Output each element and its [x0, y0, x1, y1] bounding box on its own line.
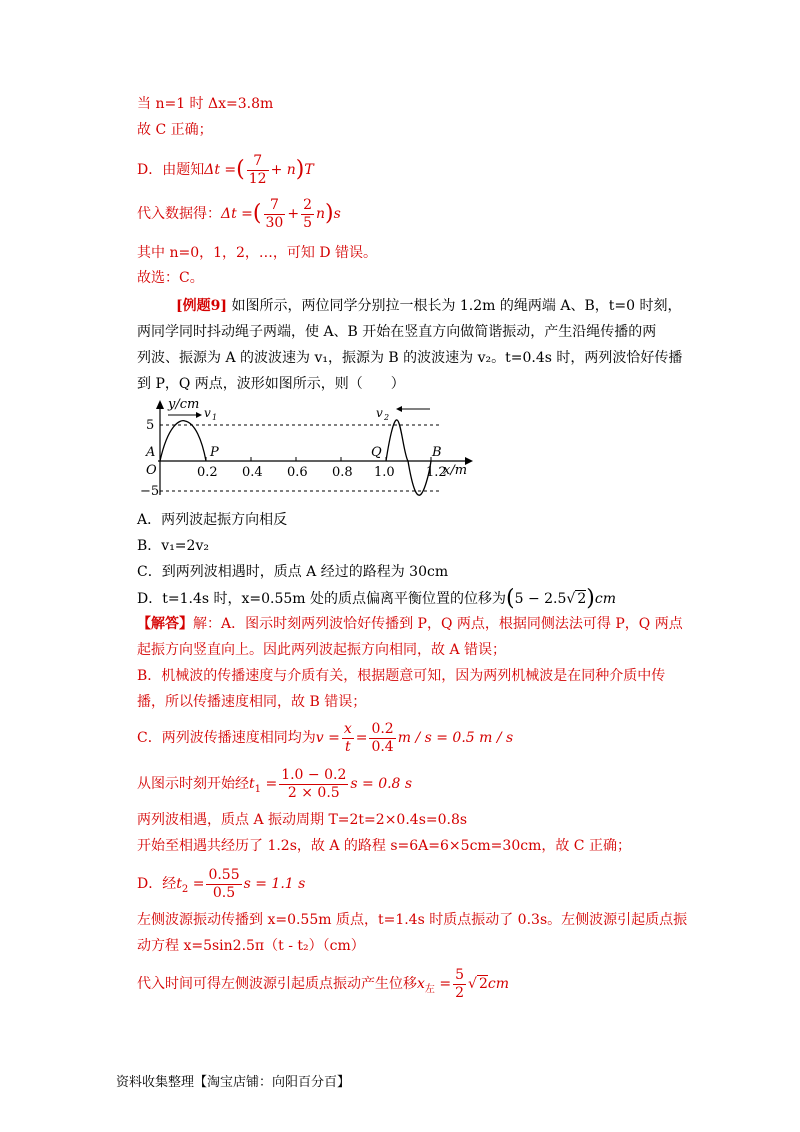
point-B-label: B — [432, 445, 442, 460]
point-A-label: A — [146, 445, 156, 460]
line-c-correct: 故 C 正确； — [137, 122, 213, 138]
answer-a-1: 【解答】解：A．图示时刻两列波恰好传播到 P，Q 两点，根据同侧法法可得 P，Q 两点 — [137, 616, 683, 632]
v1-sub: 1 — [212, 413, 218, 422]
tick-label: 0.8 — [332, 465, 353, 480]
line-d-formula: D．由题知Δt =( $\frac{7}{12}$ + n)T — [137, 152, 314, 187]
answer-t1: 从图示时刻开始经$t_1$ = $\frac{1.0 - 0.2}{2 \times 0.5}$ s = 0.8 s — [137, 766, 413, 801]
wave-figure — [140, 395, 500, 507]
example-line-1: [例题9] 如图所示，两位同学分别拉一根长为 1.2m 的绳两端 A、B，t=0 时刻， — [176, 298, 682, 314]
tick-label: 0.6 — [287, 465, 308, 480]
origin-label: O — [146, 463, 157, 478]
v2-sub: 2 — [384, 413, 390, 422]
wave-left — [160, 421, 206, 461]
tick-label: 1.2 — [426, 465, 447, 480]
answer-period: 两列波相遇，质点 A 振动周期 T=2t=2×0.4s=0.8s — [137, 812, 468, 828]
answer-displacement: 代入时间可得左侧波源引起质点振动产生位移$x_左$ = $\frac{5}{2}$ √ 2cm — [137, 966, 509, 1001]
answer-b-2: 播，所以传播速度相同，故 B 错误； — [137, 694, 367, 710]
v2-label: v — [376, 406, 383, 420]
y-tick-neg: −5 — [140, 484, 160, 499]
v1-label: v — [204, 406, 211, 420]
y-axis-arrow — [156, 400, 164, 409]
option-b: B．v₁=2v₂ — [137, 538, 209, 554]
answer-left-2: 动方程 x=5sin2.5π（t - t₂）（cm） — [137, 938, 365, 954]
example-tag: [例题9] — [176, 298, 227, 314]
option-c: C．到两列波相遇时，质点 A 经过的路程为 30cm — [137, 564, 449, 580]
tick-label: 0.4 — [242, 465, 263, 480]
x-ticks — [206, 457, 431, 461]
answer-left-1: 左侧波源振动传播到 x=0.55m 质点，t=1.4s 时质点振动了 0.3s。左侧波源引起质点振 — [137, 912, 688, 928]
answer-b-1: B．机械波的传播速度与介质有关，根据题意可知，因为两列机械波是在同种介质中传 — [137, 668, 666, 684]
wave-right — [386, 420, 431, 495]
point-P-label: P — [210, 445, 219, 460]
answer-tag: 【解答】 — [137, 616, 193, 632]
y-axis-label: y/cm — [168, 397, 200, 412]
answer-c-speed: C．两列波传播速度相同均为v = $\frac{x}{t}$ = $\frac{0.2}{0.4}$ m / s = 0.5 m / s — [137, 720, 514, 755]
y-tick-pos: 5 — [146, 418, 155, 433]
line-choose: 故选：C。 — [137, 270, 204, 286]
footer: 资料收集整理【淘宝店铺：向阳百分百】 — [116, 1075, 351, 1090]
line-n-values: 其中 n=0，1，2，…，可知 D 错误。 — [137, 245, 378, 261]
answer-a-2: 起振方向竖直向上。因此两列波起振方向相同，故 A 错误； — [137, 642, 507, 658]
line-n1: 当 n=1 时 Δx=3.8m — [137, 96, 274, 112]
option-d: D．t=1.4s 时，x=0.55m 处的质点偏离平衡位置的位移为(5 − 2.5√ 2)cm — [137, 586, 616, 611]
example-line-4: 到 P，Q 两点，波形如图所示，则（ ） — [137, 376, 405, 392]
line-substitute: 代入数据得：Δt =( $\frac{7}{30}$ + $\frac{2}{5}$ n)s — [137, 196, 341, 231]
example-line-3: 列波、振源为 A 的波波速为 v₁，振源为 B 的波波速为 v₂。t=0.4s 时，两列波恰好传播 — [137, 350, 683, 366]
x-axis-label: x/m — [443, 463, 468, 478]
example-line-2: 两同学同时抖动绳子两端，使 A、B 开始在竖直方向做简谐振动，产生沿绳传播的两 — [137, 324, 657, 340]
point-Q-label: Q — [371, 445, 382, 460]
answer-path: 开始至相遇共经历了 1.2s，故 A 的路程 s=6A=6×5cm=30cm，故 C 正确； — [137, 838, 631, 854]
option-a: A．两列波起振方向相反 — [137, 512, 288, 528]
answer-t2: D．经$t_2$ = $\frac{0.55}{0.5}$ s = 1.1 s — [137, 866, 306, 901]
tick-label: 0.2 — [197, 465, 218, 480]
tick-label: 1.0 — [374, 465, 395, 480]
